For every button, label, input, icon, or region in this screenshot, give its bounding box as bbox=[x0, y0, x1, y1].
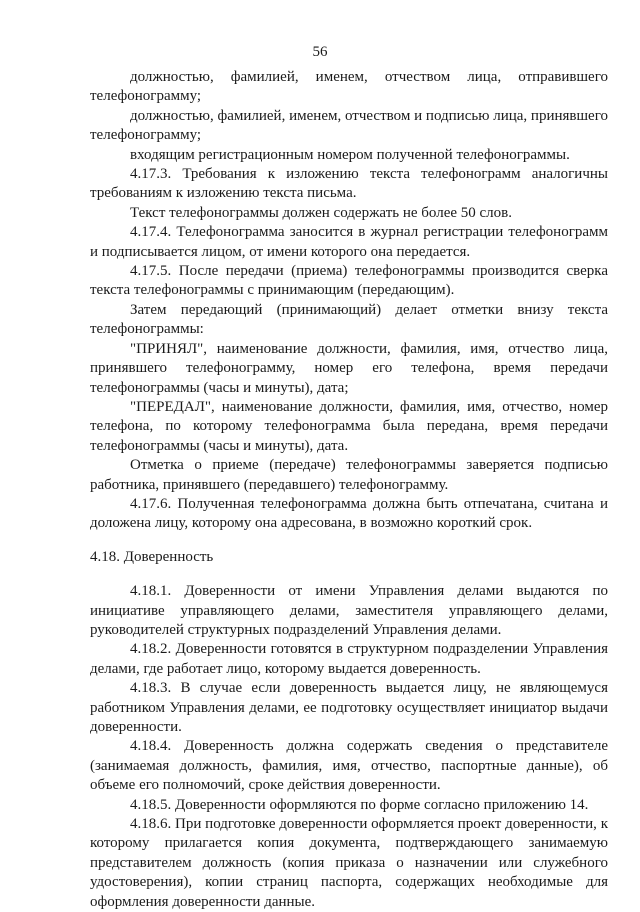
document-body bbox=[90, 68, 608, 912]
page-number: 56 bbox=[312, 44, 328, 60]
paragraph: "ПРИНЯЛ", наименование должности, фамилия, имя, отчество лица, принявшего телефонограмму, номер его телефона, время передачи телефонограммы (часы и минуты), дата; bbox=[90, 340, 608, 396]
section-title: 4.18. Доверенность bbox=[90, 548, 214, 565]
paragraph: Отметка о приеме (передаче) телефонограммы заверяется подписью работника, принявшего (передавшего) телефонограмму. bbox=[90, 457, 608, 493]
paragraph: 4.17.6. Полученная телефонограмма должна быть отпечатана, считана и доложена лицу, которому она адресована, в возможно короткий срок. bbox=[90, 495, 608, 532]
paragraph: 4.17.3. Требования к изложению текста телефонограмм аналогичны требованиям к изложению текста письма. bbox=[90, 166, 608, 202]
paragraph: 4.17.5. После передачи (приема) телефонограммы производится сверка текста телефонограммы с принимающим (передающим). bbox=[90, 263, 608, 299]
paragraph: 4.17.4. Телефонограмма заносится в журнал регистрации телефонограмм и подписывается лицом, от имени которого она передается. bbox=[90, 224, 608, 260]
paragraph: 4.18.2. Доверенности готовятся в структурном подразделении Управления делами, где работает лицо, которому выдается доверенность. bbox=[90, 641, 608, 677]
paragraph: 4.18.6. При подготовке доверенности оформляется проект доверенности, к которому прилагается копия документа, подтверждающего занимаемую представителем должность (копия приказа о назначении или служебного удостоверения), копии страниц паспорта, содержащих необходимые для оформления доверенности данные. bbox=[90, 816, 608, 910]
paragraph: должностью, фамилией, именем, отчеством лица, отправившего телефонограмму; bbox=[90, 69, 608, 105]
paragraph: 4.18.1. Доверенности от имени Управления делами выдаются по инициативе управляющего делами, заместителя управляющего делами, руководителей структурных подразделений Управления делами. bbox=[90, 583, 608, 638]
paragraph: должностью, фамилией, именем, отчеством и подписью лица, принявшего телефонограмму; bbox=[90, 107, 608, 144]
paragraph: Затем передающий (принимающий) делает отметки внизу текста телефонограммы: bbox=[90, 301, 608, 338]
paragraph: 4.18.3. В случае если доверенность выдается лицу, не являющемуся работником Управления делами, ее подготовку осуществляет инициатор выдачи доверенности. bbox=[90, 680, 608, 735]
paragraph: "ПЕРЕДАЛ", наименование должности, фамилия, имя, отчество, номер телефона, по которому телефонограмма была передана, время передачи телефонограммы (часы и минуты), дата. bbox=[90, 398, 608, 454]
paragraph: 4.18.5. Доверенности оформляются по форме согласно приложению 14. bbox=[130, 796, 589, 813]
paragraph: 4.18.4. Доверенность должна содержать сведения о представителе (занимаемая должность, фамилия, имя, отчество, паспортные данные), об объеме его полномочий, сроке действия доверенности. bbox=[90, 738, 608, 794]
paragraph: Текст телефонограммы должен содержать не более 50 слов. bbox=[130, 204, 512, 221]
paragraph: входящим регистрационным номером полученной телефонограммы. bbox=[130, 146, 570, 163]
